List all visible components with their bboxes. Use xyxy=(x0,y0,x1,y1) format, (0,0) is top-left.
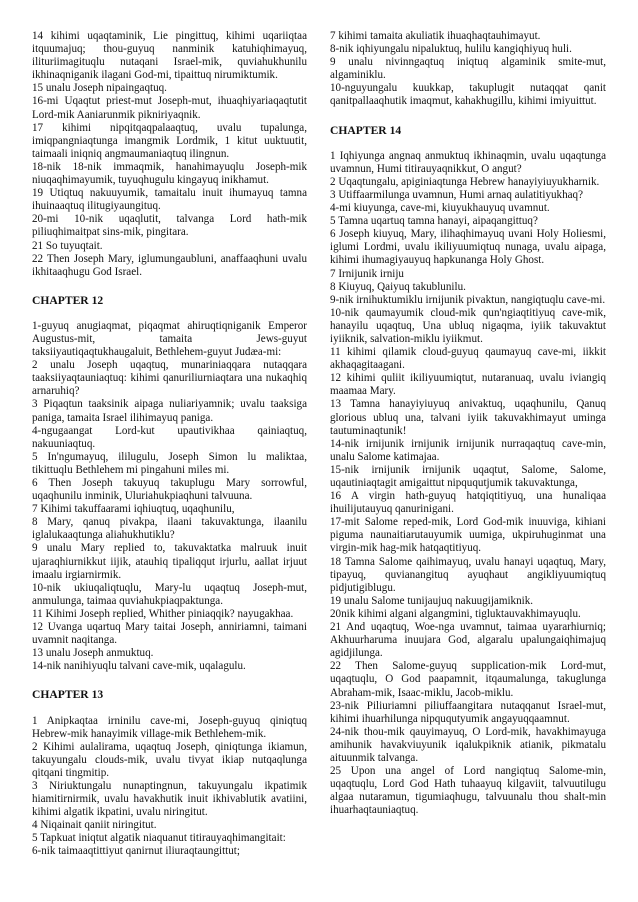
chapter-heading: CHAPTER 12 xyxy=(32,293,104,307)
verse-paragraph: 2 Uqaqtungalu, apiginiaqtunga Hebrew hanayiyiuyukharnik. xyxy=(330,175,600,188)
verse-paragraph: 12 Uvanga uqartuq Mary taitai Joseph, anniriamni, taimani uvamnit naqitanga. xyxy=(32,621,307,647)
verse-paragraph: 3 Niriuktungalu nunaptingnun, takuyungalu ikpatimik hiamitirnirmik, uvalu havakhutik inuit ikhivablutik avatiini, kihimi algatik ikpatini, uvalu niringitut. xyxy=(32,779,307,819)
verse-paragraph: 2 Kihimi aulalirama, uqaqtuq Joseph, qiniqtunga ikiamun, takuyungalu clouds-mik, uvalu tivyat ikiap nutqaqlunga qitqani tingmitip. xyxy=(32,740,307,779)
verse-paragraph: 15-nik irnijunik irnijunik uqaqtut, Salome, Salome, uqautiniaqtagit amigaittut nipququtjumik takuvaktunga, xyxy=(330,463,606,489)
verse-paragraph: 13 Tamna hanayiyiuyuq anivaktuq, uqaqhunilu, Qanuq glorious ubluq una, talvani iyiik takuvakhimayut uminga tautuminaqtunik! xyxy=(330,398,606,437)
chapter-heading: CHAPTER 13 xyxy=(32,688,104,702)
verse-paragraph: 17 kihimi nipqitqaqpalaaqtuq, uvalu tupalunga, imiqpangniaqtunga imangmik Lordmik, 1 kitut uuktuutit, taimaali iniqniq angmaumaniaqtuq ilingnun. xyxy=(32,121,307,160)
verse-paragraph: 3 Piqaqtun taaksinik aipaga nuliariyamnik; uvalu taaksiga paniga, tamaita Israel ilihimayuq paniga. xyxy=(32,398,307,424)
verse-paragraph: 12 kihimi quliit ikiliyuumiqtut, nutaranuaq, uvalu iviangiq maamaa Mary. xyxy=(330,372,606,398)
verse-paragraph: 9 unalu nivinngaqtuq iniqtuq algaminik smite-mut, algaminiklu. xyxy=(330,56,606,82)
verse-paragraph: 9 unalu Mary replied to, takuvaktatka malruuk inuit ujaraqhiurnikkut iijik, atauhiq tipaliqqut irjurlu, aallat irjuut imaalu irgiarnirmik. xyxy=(32,542,307,581)
verse-paragraph: 24-nik thou-mik qauyimayuq, O Lord-mik, havakhimayuga amihunik havakviuyunik iqalukpiknik atianik, pikmatalu aituunmik talvanga. xyxy=(330,725,606,764)
verse-paragraph: 22 Then Joseph Mary, iglumungaubluni, anaffaaqhuni uvalu ikhitaaqhugu God Israel. xyxy=(32,252,307,278)
verse-paragraph: 14 kihimi uqaqtaminik, Lie pingittuq, kihimi uqariiqtaa itquumajuq; thou-guyuq nanminik katuhiqhimayuq, ilituriimagituqlu nutaqani Israel-mik, quviahukhunilu ikhinaqniganik ilagani God-mi, tipaittuq nirumiktumik. xyxy=(32,30,307,82)
verse-paragraph: 9-nik irnihuktumiklu irnijunik pivaktun, nangiqtuqlu cave-mi. xyxy=(330,293,606,306)
verse-paragraph: 21 So tuyuqtait. xyxy=(32,239,103,252)
verse-paragraph: 5 Tamna uqartuq tamna hanayi, aipaqangittuq? xyxy=(330,215,538,228)
verse-paragraph: 11 kihimi qilamik cloud-guyuq qaumayuq cave-mi, iikkit akhaqagitaagani. xyxy=(330,346,606,372)
chapter-heading: CHAPTER 14 xyxy=(330,123,402,137)
verse-paragraph: 10-nguyungalu kuukkap, takuplugit nutaqqat qanit qanitpallaaqhutik imaqmut, kahakhugillu, kihimi imiyuittut. xyxy=(330,82,606,108)
verse-paragraph: 1 Iqhiyunga angnaq anmuktuq ikhinaqmin, uvalu uqaqtunga uvamnun, Humi titirauyaqnikkut, O angut? xyxy=(330,149,606,175)
verse-paragraph: 7 kihimi tamaita akuliatik ihuaqhaqtauhimayut. xyxy=(330,30,541,42)
verse-paragraph: 13 unalu Joseph anmuktuq. xyxy=(32,647,154,660)
verse-paragraph: 16-mi Uqaqtut priest-mut Joseph-mut, ihuaqhiyariaqaqtutit Lord-mik Aaniarunmik pikniriyaqnik. xyxy=(32,95,307,121)
verse-paragraph: 14-nik irnijunik irnijunik irnijunik nurraqaqtuq cave-min, unalu Salome katimajaa. xyxy=(330,437,606,463)
verse-paragraph: 15 unalu Joseph nipaingaqtuq. xyxy=(32,82,167,95)
verse-paragraph: 1-guyuq anugiaqmat, piqaqmat ahiruqtiqniganik Emperor Augustus-mit, tamaita Jews-guyut taksiiyautiqaqtukhaugaluit, Bethlehem-guyut Judæa-mi: xyxy=(32,319,307,359)
verse-paragraph: 3 Utiffaarmilunga uvamnun, Humi arnaq aulatitiyukhaq? xyxy=(330,188,584,201)
verse-paragraph: 4-mi kiuyunga, cave-mi, kiuyukhauyuq uvamnut. xyxy=(330,202,550,215)
verse-paragraph: 4-ngugaangat Lord-kut upautivikhaa qainiaqtuq, nakuuniaqtuq. xyxy=(32,424,307,450)
verse-paragraph: 8 Mary, qanuq pivakpa, ilaani takuvaktunga, ilaanilu iglalukaaqtunga aliahukhutiklu? xyxy=(32,516,307,542)
verse-paragraph: 14-nik nanihiyuqlu talvani cave-mik, uqalagulu. xyxy=(32,660,246,673)
verse-paragraph: 18-nik 18-nik immaqmik, hanahimayuqlu Joseph-mik niuqaqhimayumik, tuyuqhugulu kingayuq inikhamut. xyxy=(32,160,307,187)
left-column xyxy=(32,30,307,859)
verse-paragraph: 20-mi 10-nik uqaqlutit, talvanga Lord hath-mik piliuqhimaitpat sins-mik, pingitara. xyxy=(32,213,307,239)
verse-paragraph: 5 In'ngumayuq, ililugulu, Joseph Simon lu maliktaa, tikittuqlu Bethlehem mi pingahuni miles mi. xyxy=(32,450,307,476)
verse-paragraph: 7 Irnijunik irniju xyxy=(330,267,404,280)
verse-paragraph: 11 Kihimi Joseph replied, Whither piniaqqik? nayugakhaa. xyxy=(32,607,294,620)
verse-paragraph: 4 Niqainait qaniit niringitut. xyxy=(32,819,157,832)
right-column xyxy=(330,30,606,817)
verse-paragraph: 6-nik taimaaqtittiyut qanirnut iliuraqtaungittut; xyxy=(32,845,240,858)
verse-paragraph: 5 Tapkuat iniqtut algatik niaquanut titirauyaqhimangitait: xyxy=(32,832,286,845)
verse-paragraph: 18 Tamna Salome qaihimayuq, uvalu hanayi uqaqtuq, Mary, tipayuq, quvianangituq ayuqhaut angikliyuumiqtuq pidjutigiblugu. xyxy=(330,555,606,594)
verse-paragraph: 8-nik iqhiyungalu nipaluktuq, hulilu kangiqhiyuq huli. xyxy=(330,43,572,56)
verse-paragraph: 17-mit Salome reped-mik, Lord God-mik inuuviga, kihiani piguma naunaitiarutauyumik uumiga, ukpiruhuginmat una virgin-mik hag-mik hatqaqtitiyuq. xyxy=(330,516,606,555)
verse-paragraph: 25 Upon una angel of Lord nangiqtuq Salome-min, uqaqtuqlu, Lord God Hath tuhaayuq kilgaviit, talvuutilugu algaa nutaramun, tigumiaqhugu, talvuunalu thou shalt-min ihuarhaqtauniaqtuq. xyxy=(330,765,606,817)
verse-paragraph: 7 Kihimi takuffaarami iqhiuqtuq, uqaqhunilu, xyxy=(32,503,235,516)
verse-paragraph: 19 Utiqtuq nakuuyumik, tamaitalu inuit ihumayuq tamna ihuinaaqtuq ilitugiyaungituq. xyxy=(32,187,307,213)
verse-paragraph: 19 unalu Salome tunijaujuq nakuugijamiknik. xyxy=(330,594,534,607)
verse-paragraph: 6 Joseph kiuyuq, Mary, ilihaqhimayuq uvani Holy Holiesmi, iglumi Lordmi, uvalu ikiliyuumiqtuq nunaga, uvalu aipaga, kihimi ihumagiyauyuq hapkunanga Holy Ghost. xyxy=(330,228,606,267)
verse-paragraph: 6 Then Joseph takuyuq takuplugu Mary sorrowful, uqaqhunilu inminik, Uluriahukpiaqhuni talvuuna. xyxy=(32,477,307,503)
verse-paragraph: 2 unalu Joseph uqaqtuq, munariniaqqara nutaqqara taaksiiyaqtauniaqtuq: kihimi qanuriliurniaqtara una nukaqhiq arnaruhiq? xyxy=(32,359,307,398)
verse-paragraph: 1 Anipkaqtaa irninilu cave-mi, Joseph-guyuq qiniqtuq Hebrew-mik hanayimik village-mik Bethlehem-mik. xyxy=(32,714,307,740)
verse-paragraph: 21 And uqaqtuq, Woe-nga uvamnut, taimaa uyararhiurniq; Akhuurharuma inuujara God, algaralu upalungaiqhimajuq agidjilunga. xyxy=(330,621,606,660)
verse-paragraph: 10-nik ukiuqaliqtuqlu, Mary-lu uqaqtuq Joseph-mut, anmulunga, taimaa quviahukpiaqpaktunga. xyxy=(32,581,307,607)
verse-paragraph: 10-nik qaumayumik cloud-mik qun'ngiaqtitiyuq cave-mik, hanayilu uqaqtuq, Una ubluq nigaqma, iyiik takuvaktut iyiiknik, salvation-miklu iyiikmut. xyxy=(330,306,606,345)
verse-paragraph: 8 Kiuyuq, Qaiyuq takublunilu. xyxy=(330,280,466,293)
verse-paragraph: 22 Then Salome-guyuq supplication-mik Lord-mut, uqaqtuqlu, O God paapamnit, itqaumalunga, takuglunga Abraham-mik, Isaac-miklu, Jacob-miklu. xyxy=(330,660,606,699)
verse-paragraph: 23-nik Piliuriamni piliuffaangitara nutaqqanut Israel-mut, kihimi ihuarhilunga nipququtyumik angayuqqaamnut. xyxy=(330,699,606,725)
verse-paragraph: 16 A virgin hath-guyuq hatqiqtitiyuq, una hunaliqaa ihuilijutauyuq qanurinigani. xyxy=(330,490,606,516)
verse-paragraph: 20nik kihimi algani algangmini, tigluktauvakhimayuqlu. xyxy=(330,607,581,620)
